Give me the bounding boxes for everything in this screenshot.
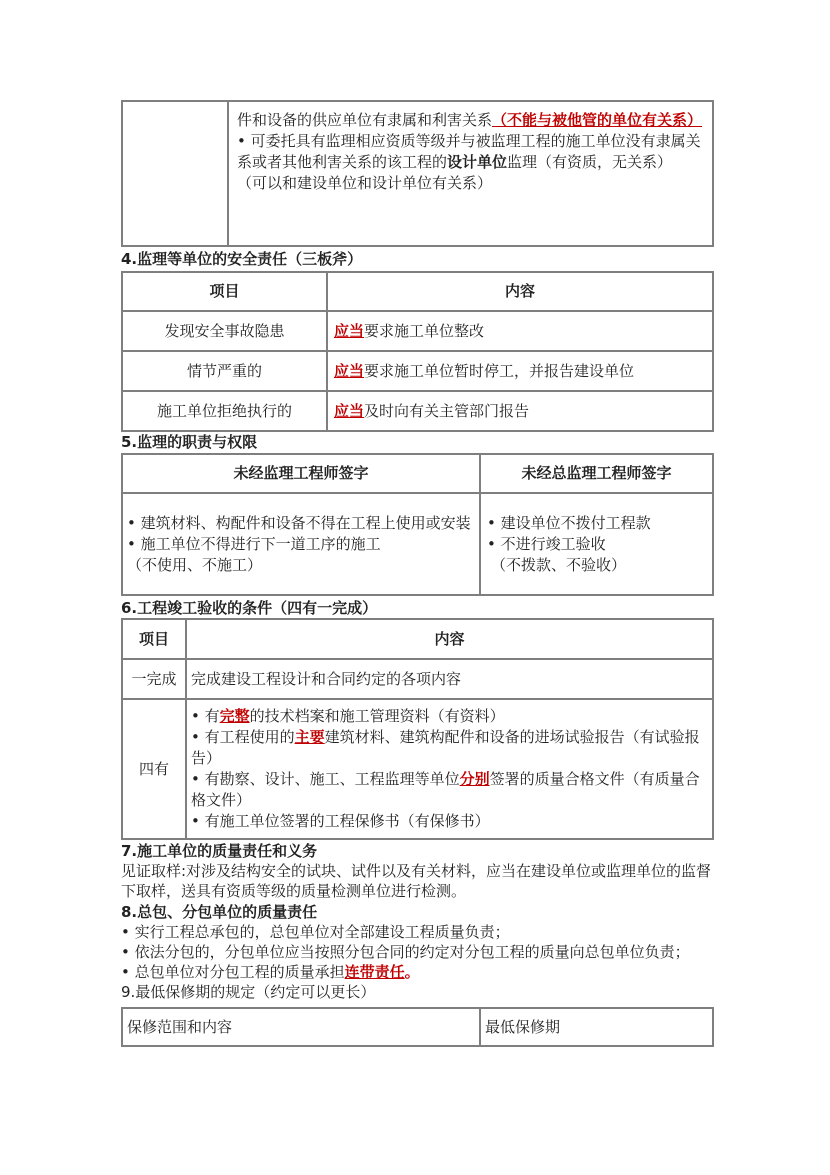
section5-left-cell xyxy=(122,493,480,595)
section4-table xyxy=(121,271,714,432)
section5-right-cell xyxy=(480,493,713,595)
design-unit-text-pre: • 可委托具有监理相应资质等级并与被监理工程的施工单位没有隶属关系或者其他利害关系的该工程的 xyxy=(237,132,701,171)
continuation-line1 xyxy=(237,110,704,131)
b1-pre: • 有 xyxy=(191,707,220,725)
section9-col-scope: 保修范围和内容 xyxy=(122,1008,480,1046)
design-unit-text-post: 监理（有资质，无关系） xyxy=(507,153,673,171)
b1-post: 的技术档案和施工管理资料（有资料） xyxy=(249,707,505,725)
section9-col-period: 最低保修期 xyxy=(480,1008,713,1046)
section4-row2-text: 要求施工单位暂时停工，并报告建设单位 xyxy=(364,361,635,380)
section8-heading: 8.总包、分包单位的质量责任 xyxy=(121,903,318,921)
section6-row2-item: 四有 xyxy=(122,699,186,839)
should-red: 应当 xyxy=(334,321,365,340)
section9-heading: 9.最低保修期的规定（约定可以更长） xyxy=(121,983,376,1001)
section4-heading: 4.监理等单位的安全责任（三板斧） xyxy=(121,250,363,268)
continuation-line3: （可以和建设单位和设计单位有关系） xyxy=(237,174,493,192)
section4-col-content: 内容 xyxy=(327,272,713,311)
section5-col-chief-engineer: 未经总监理工程师签字 xyxy=(480,454,713,493)
four-have-bullet1 xyxy=(191,706,708,727)
section6-heading: 6.工程竣工验收的条件（四有一完成） xyxy=(121,599,378,617)
section6-col-item: 项目 xyxy=(122,619,186,659)
joint-liability-red: 连带责任 xyxy=(344,963,405,981)
l3-pre: • 总包单位对分包工程的质量承担 xyxy=(121,963,345,981)
section6-row1-item: 一完成 xyxy=(122,659,186,699)
section4-row2-content xyxy=(327,351,713,391)
continuation-content-cell xyxy=(228,101,713,246)
continuation-bullet2 xyxy=(237,131,704,173)
section4-row3-item: 施工单位拒绝执行的 xyxy=(122,391,327,431)
section6-table xyxy=(121,618,714,840)
section7-heading: 7.施工单位的质量责任和义务 xyxy=(121,842,318,860)
table-row xyxy=(122,493,713,595)
section5-left-line3: （不使用、不施工） xyxy=(127,555,263,574)
b3-red: 分别 xyxy=(459,770,490,788)
section7-text: 见证取样:对涉及结构安全的试块、试件以及有关材料，应当在建设单位或监理单位的监督下取样，送具有资质等级的质量检测单位进行检测。 xyxy=(121,862,712,900)
design-unit-bold: 设计单位 xyxy=(447,153,508,171)
section5-heading: 5.监理的职责与权限 xyxy=(121,433,258,451)
b3-post: 签署的质量合格文件（有质量合格文件） xyxy=(191,770,700,809)
section4-row1-content xyxy=(327,311,713,351)
section8-line2: • 依法分包的，分包单位应当按照分包合同的约定对分包工程的质量向总包单位负责； xyxy=(121,943,690,961)
section4-row3-text: 及时向有关主管部门报告 xyxy=(364,401,530,420)
section4-row3-content xyxy=(327,391,713,431)
four-have-bullet2 xyxy=(191,727,708,769)
l3-post: 。 xyxy=(404,963,420,981)
section5-right-line3: （不拨款、不验收） xyxy=(491,555,627,574)
four-have-bullet3 xyxy=(191,769,708,811)
section4-row1-item: 发现安全事故隐患 xyxy=(122,311,327,351)
table-row xyxy=(122,659,713,699)
section5-col-engineer: 未经监理工程师签字 xyxy=(122,454,480,493)
section4-row1-text: 要求施工单位整改 xyxy=(364,321,485,340)
b3-pre: • 有勘察、设计、施工、工程监理等单位 xyxy=(191,770,460,788)
b2-post: 建筑材料、建筑构配件和设备的进场试验报告（有试验报告） xyxy=(191,728,700,767)
table-row xyxy=(122,699,713,839)
section5-left-line1: • 建筑材料、构配件和设备不得在工程上使用或安装 xyxy=(127,513,471,532)
section4-row2-item: 情节严重的 xyxy=(122,351,327,391)
b2-red: 主要 xyxy=(294,728,325,746)
four-have-bullet4: • 有施工单位签署的工程保修书（有保修书） xyxy=(191,812,490,830)
section6-row2-content xyxy=(186,699,713,839)
should-red: 应当 xyxy=(334,401,365,420)
table-row xyxy=(122,311,713,351)
b2-pre: • 有工程使用的 xyxy=(191,728,295,746)
table-row xyxy=(122,351,713,391)
section9-table xyxy=(121,1007,714,1047)
supplier-note: （不能与被他管的单位有关系） xyxy=(492,111,703,129)
should-red: 应当 xyxy=(334,361,365,380)
section5-table xyxy=(121,453,714,596)
section6-col-content: 内容 xyxy=(186,619,713,659)
supplier-text: 件和设备的供应单位有隶属和利害关系 xyxy=(237,111,493,129)
b1-red: 完整 xyxy=(219,707,250,725)
section5-left-line2: • 施工单位不得进行下一道工序的施工 xyxy=(127,534,381,553)
section4-col-item: 项目 xyxy=(122,272,327,311)
continuation-table xyxy=(121,100,714,247)
section5-right-line1: • 建设单位不拨付工程款 xyxy=(487,513,651,532)
table-row xyxy=(122,391,713,431)
document-page xyxy=(121,100,712,1047)
continuation-empty-cell xyxy=(122,101,228,246)
table-row xyxy=(122,1008,713,1046)
section5-right-line2: • 不进行竣工验收 xyxy=(487,534,606,553)
section8-line3 xyxy=(121,962,712,982)
section8-line1: • 实行工程总承包的，总包单位对全部建设工程质量负责； xyxy=(121,923,510,941)
section6-row1-content: 完成建设工程设计和合同约定的各项内容 xyxy=(186,659,713,699)
